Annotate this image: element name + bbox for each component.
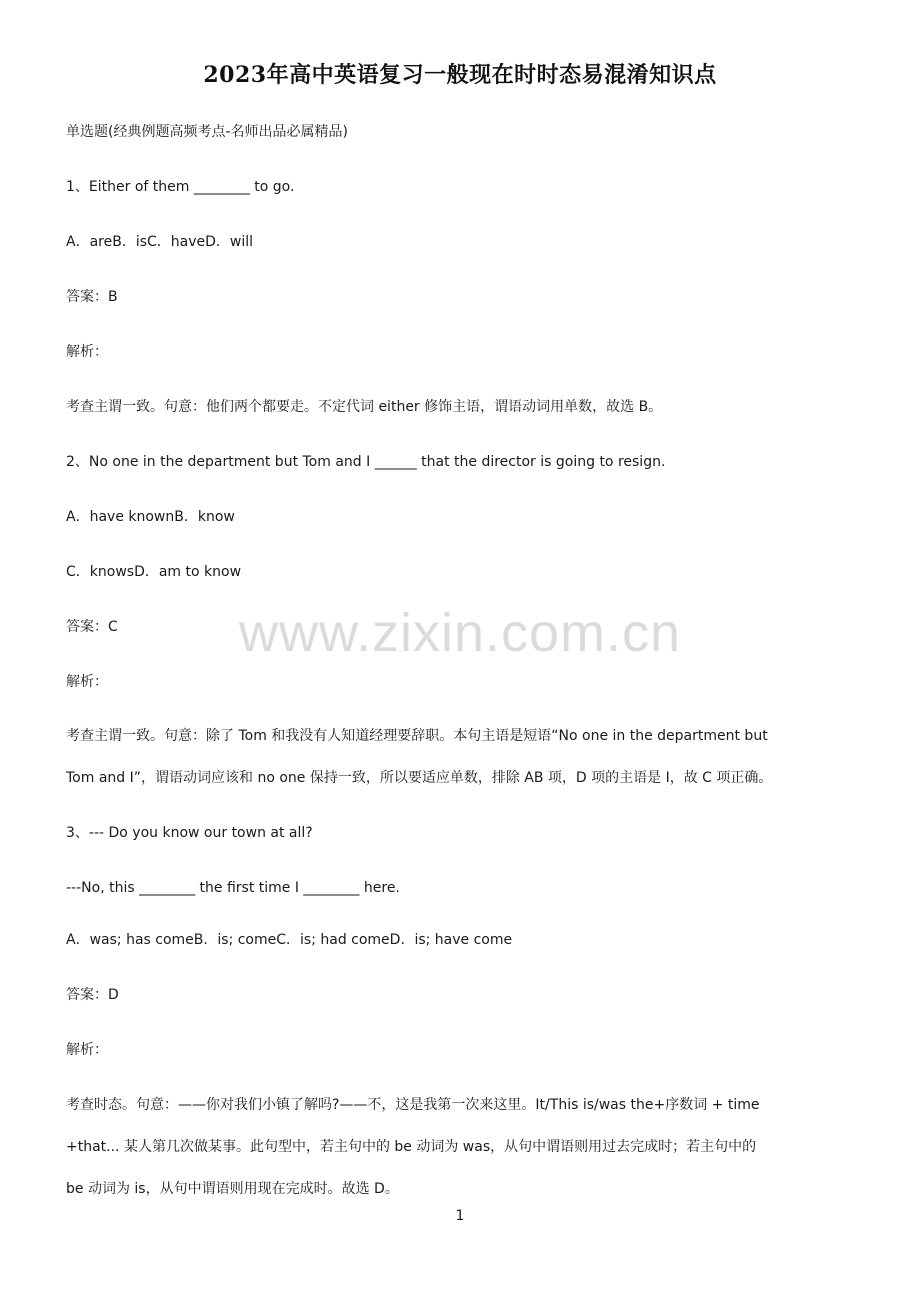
- question-1-stem: 1、Either of them ________ to go.: [66, 179, 295, 195]
- question-3-analysis-label: 解析：: [66, 1042, 108, 1058]
- question-3-options: A．was; has comeB．is; comeC．is; had comeD．is; have come: [66, 932, 513, 948]
- question-2-analysis-label: 解析：: [66, 674, 108, 690]
- question-1-answer: 答案：B: [66, 289, 118, 305]
- question-3-stem-line-2: ---No, this ________ the first time I ________ here.: [66, 880, 400, 896]
- watermark: www.zixin.com.cn: [238, 603, 682, 663]
- question-1-options: A．areB．isC．haveD．will: [66, 234, 254, 250]
- section-heading: 单选题(经典例题高频考点-名师出品必属精品): [66, 124, 348, 140]
- question-2-stem: 2、No one in the department but Tom and I ______ that the director is going to resign.: [66, 454, 666, 470]
- question-2-options-row-2: C．knowsD．am to know: [66, 564, 242, 580]
- question-1-analysis: 考查主谓一致。句意：他们两个都要走。不定代词 either 修饰主语，谓语动词用单数，故选 B。: [66, 399, 663, 415]
- document-title: 2023年高中英语复习一般现在时时态易混淆知识点: [203, 62, 717, 88]
- question-3-analysis-line-3: be 动词为 is，从句中谓语则用现在完成时。故选 D。: [66, 1181, 399, 1197]
- question-3-stem: 3、--- Do you know our town at all?: [66, 825, 313, 841]
- question-1-analysis-label: 解析：: [66, 344, 108, 360]
- question-2-options-row-1: A．have knownB．know: [66, 509, 235, 525]
- question-2-answer: 答案：C: [66, 619, 118, 635]
- question-3-answer: 答案：D: [66, 987, 119, 1003]
- question-2-analysis-line-2: Tom and I”，谓语动词应该和 no one 保持一致，所以要适应单数，排除 AB 项，D 项的主语是 I，故 C 项正确。: [66, 770, 773, 786]
- question-2-analysis-line-1: 考查主谓一致。句意：除了 Tom 和我没有人知道经理要辞职。本句主语是短语“No one in the department but: [66, 728, 768, 744]
- page-number: 1: [455, 1208, 465, 1224]
- question-3-analysis-line-2: +that... 某人第几次做某事。此句型中，若主句中的 be 动词为 was，从句中谓语则用过去完成时；若主句中的: [66, 1139, 757, 1155]
- question-3-analysis-line-1: 考查时态。句意：——你对我们小镇了解吗?——不，这是我第一次来这里。It/This is/was the+序数词 + time: [66, 1097, 760, 1113]
